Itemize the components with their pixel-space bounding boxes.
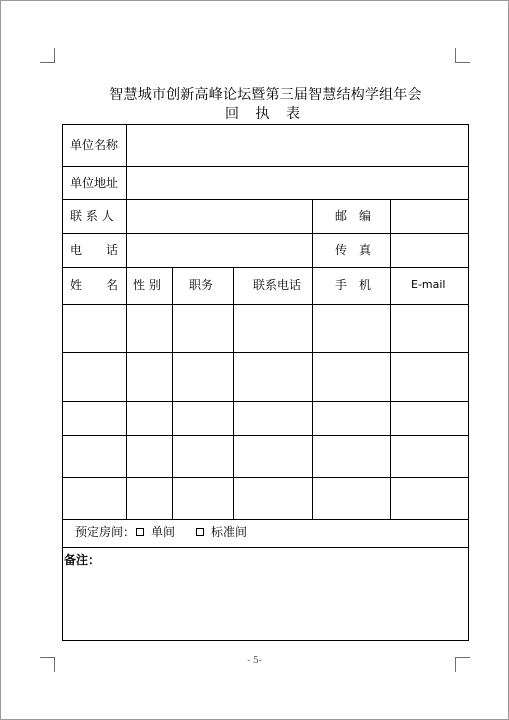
row-divider xyxy=(63,477,468,478)
reply-form-table xyxy=(62,124,469,641)
row-divider xyxy=(63,401,468,402)
crop-mark-top-left xyxy=(40,48,55,63)
unit-address-label: 单位地址 xyxy=(70,176,119,190)
document-subtitle: 回 执 表 xyxy=(225,106,306,122)
row-divider xyxy=(63,519,468,520)
column-divider xyxy=(172,267,173,519)
single-room-checkbox[interactable] xyxy=(136,528,144,536)
column-header-email: E-mail xyxy=(411,278,446,291)
row-divider xyxy=(63,166,468,167)
column-header-contact-phone: 联系电话 xyxy=(253,278,302,292)
column-divider xyxy=(312,267,313,519)
column-divider xyxy=(312,199,313,267)
booking-label: 预定房间： xyxy=(75,525,136,539)
crop-mark-top-right xyxy=(455,48,470,63)
document-title: 智慧城市创新高峰论坛暨第三届智慧结构学组年会 xyxy=(109,87,422,103)
postcode-label: 邮 编 xyxy=(335,209,372,223)
row-divider xyxy=(63,267,468,268)
column-divider xyxy=(390,199,391,519)
phone-label: 电 话 xyxy=(70,243,119,257)
row-divider xyxy=(63,435,468,436)
column-divider xyxy=(233,267,234,519)
column-header-gender: 性 别 xyxy=(133,278,161,292)
single-room-label: 单间 xyxy=(151,525,176,539)
remarks-label: 备注： xyxy=(64,553,101,567)
row-divider xyxy=(63,233,468,234)
column-divider xyxy=(126,125,127,519)
page-number: - 5- xyxy=(247,656,262,666)
unit-name-label: 单位名称 xyxy=(70,138,119,152)
column-header-position: 职务 xyxy=(189,278,214,292)
column-header-mobile: 手 机 xyxy=(335,278,372,292)
contact-label: 联 系 人 xyxy=(70,209,114,223)
row-divider xyxy=(63,352,468,353)
row-divider xyxy=(63,304,468,305)
column-header-name: 姓 名 xyxy=(70,278,119,292)
row-divider xyxy=(63,547,468,548)
standard-room-label: 标准间 xyxy=(211,525,248,539)
fax-label: 传 真 xyxy=(335,243,372,257)
standard-room-checkbox[interactable] xyxy=(196,528,204,536)
row-divider xyxy=(63,199,468,200)
